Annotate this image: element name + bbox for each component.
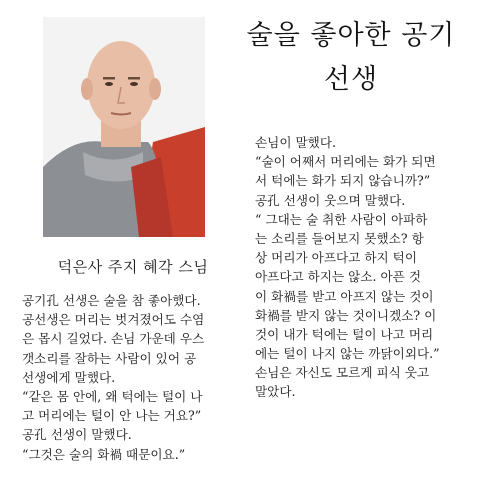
title-line-1: 술을 좋아한 공기 (246, 20, 456, 51)
text-line: 에는 털이 나지 않는 까닭이외다.” (255, 346, 440, 362)
text-line: 공선생은 머리는 벗겨졌어도 수염 (22, 312, 205, 328)
monk-portrait-illustration (43, 17, 205, 237)
portrait-photo (43, 17, 205, 237)
text-line: 갯소리를 잘하는 사람이 있어 공 (22, 350, 197, 366)
text-line: 공孔 선생이 웃으며 말했다. (255, 192, 406, 208)
text-line: 손님은 자신도 모르게 피식 웃고 (255, 365, 430, 381)
text-line: 이 화禍를 받고 아프지 않는 것이 (255, 288, 434, 304)
text-line: 고 머리에는 털이 안 나는 거요?” (22, 408, 202, 424)
text-line: 아프다고 하지는 않소. 아픈 것 (255, 269, 422, 285)
article-body-left-column (22, 291, 234, 464)
title-line-2: 선생 (323, 64, 379, 95)
text-line: “ 그대는 술 취한 사람이 아파하 (255, 211, 428, 227)
text-line: 것이 내가 턱에는 털이 나고 머리 (255, 326, 434, 342)
text-line: 공기孔 선생은 술을 참 좋아했다. (22, 293, 201, 308)
text-line: 상 머리가 아프다고 하지 턱이 (255, 250, 417, 266)
article-body-right-column (255, 133, 469, 402)
text-line: 은 몹시 길었다. 손님 가운데 우스 (22, 331, 205, 347)
text-line: 선생에게 말했다. (22, 369, 116, 385)
text-line: 말았다. (255, 384, 296, 400)
photo-caption: 덕은사 주지 혜각 스님 (57, 258, 209, 276)
text-line: 화禍를 받지 않는 것이니겠소? 이 (255, 307, 437, 323)
text-line: “그것은 술의 화禍 때문이요.” (22, 446, 186, 462)
text-line: 손님이 말했다. (255, 135, 336, 150)
text-line: “술이 어째서 머리에는 화가 되면 (255, 154, 436, 170)
article-title (236, 14, 466, 102)
text-line: 는 소리를 들어보지 못했소? 항 (255, 230, 424, 246)
text-line: “같은 몸 안에, 왜 턱에는 털이 나 (22, 388, 203, 404)
text-line: 서 턱에는 화가 되지 않습니까?” (255, 173, 431, 189)
text-line: 공孔 선생이 말했다. (22, 427, 132, 443)
